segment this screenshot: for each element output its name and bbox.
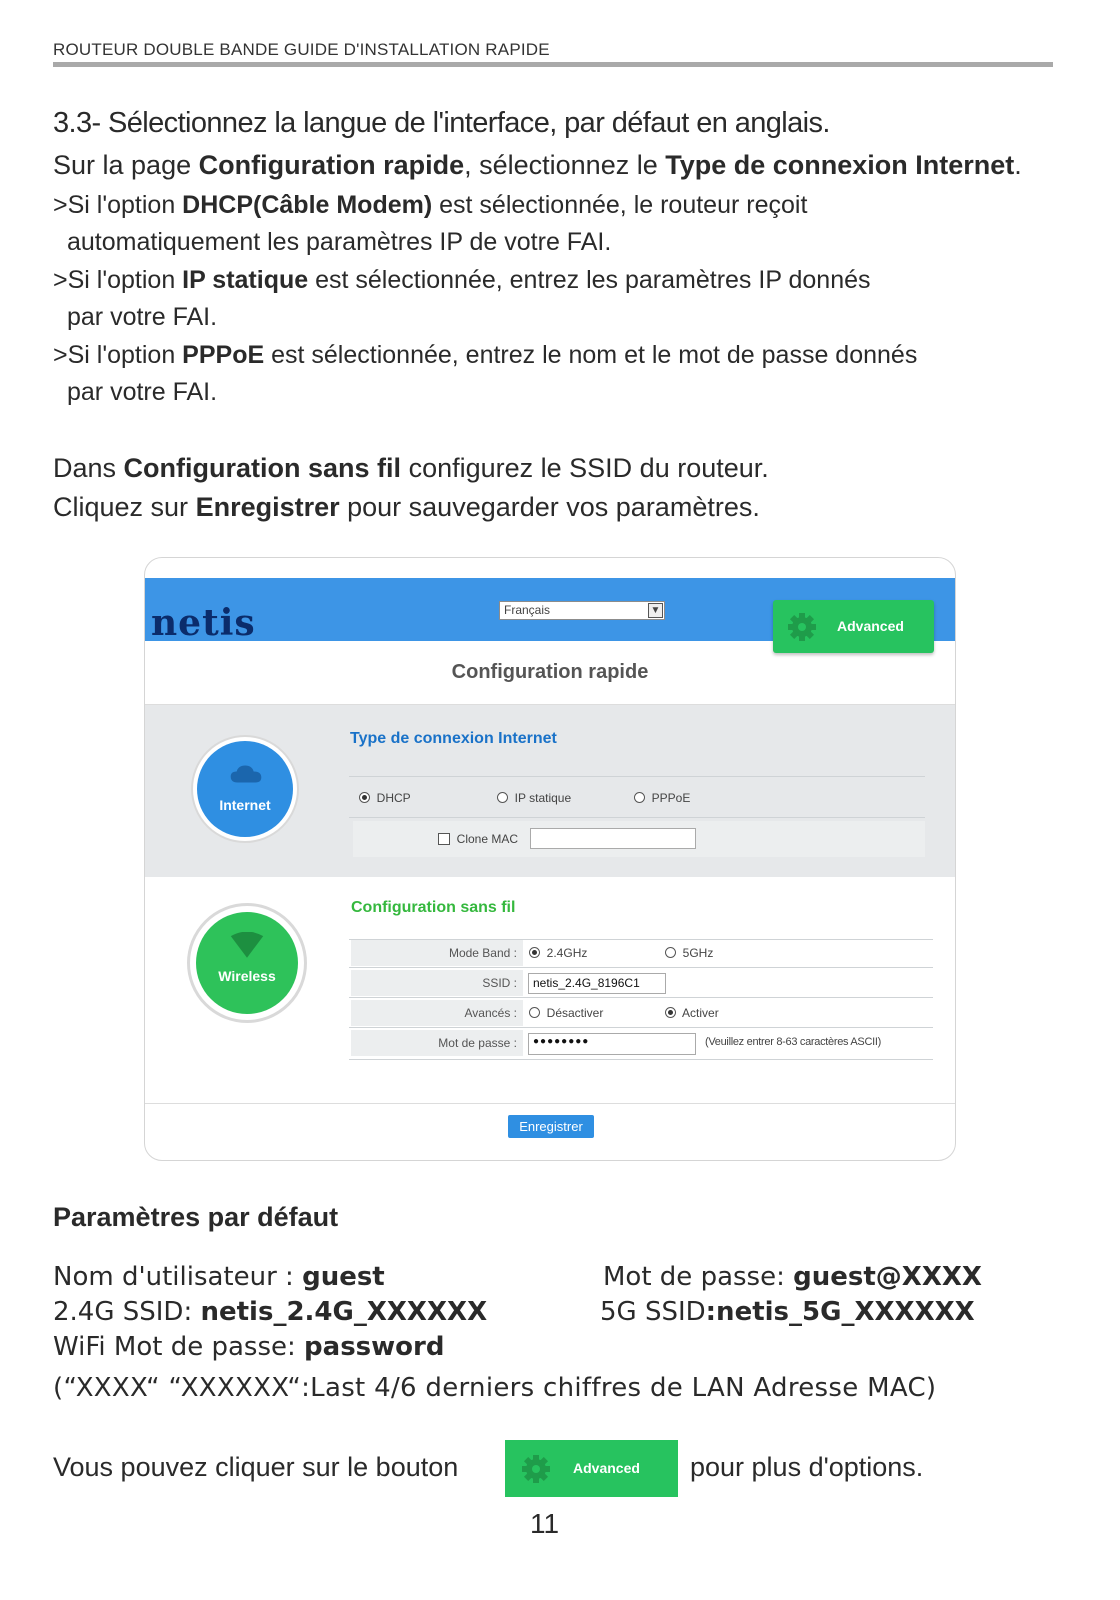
page-number: 11: [530, 1508, 560, 1539]
wireless-label: Wireless: [218, 968, 276, 984]
page-title: Configuration rapide: [451, 661, 649, 683]
language-select[interactable]: [499, 601, 665, 620]
wireless-bold: Configuration sans fil: [123, 453, 402, 483]
advanced-label: Advanced: [837, 618, 904, 634]
default-ssid-5g: [600, 1297, 975, 1327]
intro-mid: , sélectionnez le: [464, 150, 666, 180]
intro-paragraph: [53, 146, 1083, 184]
advanced-inline-label: Advanced: [573, 1460, 640, 1476]
option-continuation: automatiquement les paramètres IP de votre FAI.: [67, 228, 612, 256]
gear-icon: [787, 612, 817, 642]
wifi-icon: [229, 932, 265, 960]
header-rule: [53, 62, 1053, 67]
clone-mac-label: Clone MAC: [456, 832, 519, 846]
option-bold: IP statique: [182, 266, 309, 294]
advanced-row-label: Avancés :: [351, 1000, 523, 1026]
clone-mac-checkbox[interactable]: [438, 832, 518, 846]
divider: [349, 967, 933, 968]
option-post: est sélectionnée, le routeur reçoit: [432, 191, 808, 219]
radio-dhcp[interactable]: [359, 791, 411, 805]
radio-label: 2.4GHz: [546, 946, 588, 960]
password-label: Mot de passe :: [351, 1030, 523, 1056]
password-label: Mot de passe:: [603, 1262, 794, 1292]
ssid-label: SSID :: [351, 970, 523, 996]
defaults-title: Paramètres par défaut: [53, 1202, 339, 1232]
wireless-section-title: Configuration sans fil: [351, 899, 516, 916]
gear-icon: [521, 1454, 551, 1484]
radio-dot-icon[interactable]: [665, 947, 676, 958]
ssid-input[interactable]: netis_2.4G_8196C1: [528, 973, 666, 994]
radio-label: Désactiver: [546, 1006, 604, 1020]
option-continuation: par votre FAI.: [67, 303, 218, 331]
radio-dot-icon[interactable]: [529, 947, 540, 958]
radio-dot-icon[interactable]: [497, 792, 508, 803]
footer-note-pre: Vous pouvez cliquer sur le bouton: [53, 1452, 459, 1482]
radio-desactiver[interactable]: [529, 1006, 603, 1020]
running-header: ROUTEUR DOUBLE BANDE GUIDE D'INSTALLATION RAPIDE: [53, 40, 550, 59]
divider: [349, 1027, 933, 1028]
quick-setup-title-row: [145, 641, 955, 705]
wireless-paragraph: [53, 449, 1083, 487]
internet-label: Internet: [219, 797, 271, 813]
divider: [349, 1059, 933, 1060]
radio-label: DHCP: [376, 791, 411, 805]
option-pre: >Si l'option: [53, 191, 183, 219]
radio-label: 5GHz: [682, 946, 714, 960]
step-heading: 3.3- Sélectionnez la langue de l'interface, par défaut en anglais.: [53, 107, 830, 139]
default-password: [603, 1262, 982, 1292]
divider: [349, 817, 925, 818]
option-dhcp-paragraph: [53, 187, 1083, 261]
wireless-post: configurez le SSID du routeur.: [401, 453, 769, 483]
radio-dot-icon[interactable]: [665, 1007, 676, 1018]
option-static-paragraph: [53, 262, 1083, 336]
mode-band-row: [351, 940, 933, 966]
footer-note-post: pour plus d'options.: [690, 1452, 924, 1482]
divider: [349, 997, 933, 998]
save-button[interactable]: Enregistrer: [508, 1115, 594, 1138]
radio-pppoe[interactable]: [634, 791, 690, 805]
username-label: Nom d'utilisateur :: [53, 1262, 303, 1292]
password-input[interactable]: ●●●●●●●●: [528, 1033, 696, 1055]
save-pre: Cliquez sur: [53, 492, 196, 522]
wifi-pw-value: password: [304, 1332, 445, 1362]
radio-label: Activer: [682, 1006, 719, 1020]
wireless-circle-inner: [196, 912, 298, 1014]
radio-label: PPPoE: [651, 791, 691, 805]
radio-5ghz[interactable]: [665, 946, 713, 960]
clone-mac-row: [353, 821, 925, 857]
radio-dot-icon[interactable]: [529, 1007, 540, 1018]
ssid5-label: 5G SSID: [600, 1297, 706, 1327]
language-value: Français: [504, 603, 551, 617]
intro-end: .: [1014, 150, 1022, 180]
advanced-button-inline: [505, 1440, 678, 1497]
radio-ip-statique[interactable]: [497, 791, 571, 805]
mode-band-label: Mode Band :: [351, 940, 523, 966]
intro-pre: Sur la page: [53, 150, 199, 180]
default-ssid-24g: [53, 1297, 487, 1327]
checkbox-icon[interactable]: [438, 833, 450, 845]
radio-label: IP statique: [514, 791, 572, 805]
ssid5-value: :netis_5G_XXXXXX: [705, 1297, 975, 1327]
option-post: est sélectionnée, entrez le nom et le mot de passe donnés: [264, 341, 918, 369]
option-bold: PPPoE: [182, 341, 265, 369]
internet-circle: [191, 735, 299, 843]
internet-section: [145, 705, 955, 877]
option-pre: >Si l'option: [53, 341, 183, 369]
option-bold: DHCP(Câble Modem): [182, 191, 433, 219]
option-continuation: par votre FAI.: [67, 378, 218, 406]
default-wifi-password: [53, 1332, 444, 1362]
save-bold: Enregistrer: [195, 492, 340, 522]
username-value: guest: [302, 1262, 385, 1292]
router-ui-panel: [144, 557, 956, 1161]
ssid24-label: 2.4G SSID:: [53, 1297, 201, 1327]
mac-note: (“XXXX“ “XXXXXX“:Last 4/6 derniers chiffres de LAN Adresse MAC): [53, 1373, 937, 1403]
intro-bold-2: Type de connexion Internet: [665, 150, 1015, 180]
option-post: est sélectionnée, entrez les paramètres IP donnés: [308, 266, 871, 294]
radio-24ghz[interactable]: [529, 946, 587, 960]
radio-dot-icon[interactable]: [359, 792, 370, 803]
wireless-section: [145, 878, 955, 1104]
option-pre: >Si l'option: [53, 266, 183, 294]
netis-logo: netis: [151, 602, 256, 644]
password-value: guest@XXXX: [793, 1262, 982, 1292]
wireless-pre: Dans: [53, 453, 124, 483]
internet-section-title: Type de connexion Internet: [350, 730, 557, 747]
radio-dot-icon[interactable]: [634, 792, 645, 803]
wireless-circle: [187, 903, 307, 1023]
divider: [349, 776, 925, 777]
password-hint: (Veuillez entrer 8-63 caractères ASCII): [705, 1036, 881, 1048]
chevron-down-icon[interactable]: ▼: [648, 603, 663, 618]
clone-mac-input[interactable]: [530, 828, 696, 849]
save-paragraph: [53, 488, 1083, 526]
ssid24-value: netis_2.4G_XXXXXX: [200, 1297, 488, 1327]
advanced-row: [351, 1000, 933, 1026]
wifi-pw-label: WiFi Mot de passe:: [53, 1332, 305, 1362]
ssid-row: [351, 970, 933, 996]
radio-activer[interactable]: [665, 1006, 719, 1020]
option-pppoe-paragraph: [53, 337, 1083, 411]
intro-bold-1: Configuration rapide: [198, 150, 465, 180]
internet-circle-inner: [197, 741, 293, 837]
cloud-icon: [229, 763, 263, 785]
password-row: [351, 1030, 933, 1056]
default-username: [53, 1262, 385, 1292]
router-topbar: [145, 578, 955, 644]
save-post: pour sauvegarder vos paramètres.: [339, 492, 760, 522]
